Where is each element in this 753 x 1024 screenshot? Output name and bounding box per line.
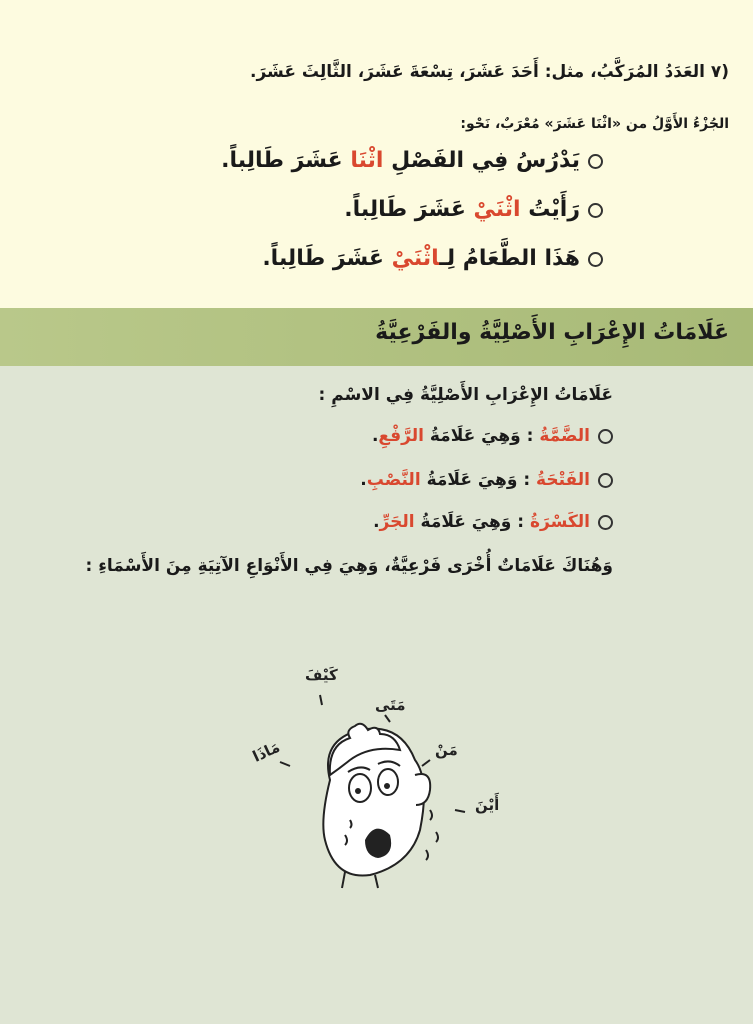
- highlight-word: اثْنَيْ: [473, 197, 521, 222]
- section-title: عَلَامَاتُ الإِعْرَابِ الأَصْلِيَّةُ والفَرْعِيَّةُ: [375, 320, 729, 345]
- example-1: يَدْرُسُ فِي الفَصْلِ اثْنَا عَشَرَ طَالِباً.: [221, 148, 603, 173]
- bullet-icon: [588, 203, 603, 218]
- original-signs-intro: عَلَامَاتُ الإِعْرَابِ الأَصْلِيَّةُ فِي الاسْمِ :: [318, 385, 613, 405]
- sign-term: الفَتْحَةُ: [536, 470, 590, 490]
- highlight-word: اثْنَيْ: [391, 246, 440, 271]
- sign-item-2: الفَتْحَةُ : وَهِيَ عَلَامَةُ النَّصْبِ.: [360, 470, 613, 490]
- question-word-kayfa: كَيْفَ: [305, 666, 338, 684]
- question-word-madha: مَاذَا: [250, 737, 283, 766]
- bullet-icon: [598, 515, 613, 530]
- sign-term: الكَسْرَةُ: [529, 512, 590, 532]
- compound-number-line: (٧ العَدَدُ المُرَكَّبُ، مثل: أَحَدَ عَشَرَ، تِسْعَةَ عَشَرَ، الثَّالِثَ عَشَرَ.: [250, 62, 729, 82]
- question-word-ayna: أَيْنَ: [475, 796, 500, 814]
- sign-item-3: الكَسْرَةُ : وَهِيَ عَلَامَةُ الجَرِّ.: [373, 512, 613, 532]
- question-word-mata: مَتَى: [375, 696, 406, 714]
- example-3: هَذَا الطَّعَامُ لِـاثْنَيْ عَشَرَ طَالِباً.: [262, 246, 603, 271]
- confused-boy-illustration: [250, 660, 520, 890]
- example-2: رَأَيْتُ اثْنَيْ عَشَرَ طَالِباً.: [344, 197, 603, 222]
- sign-case: الرَّفْعِ: [378, 426, 424, 446]
- bullet-icon: [588, 154, 603, 169]
- sign-item-1: الضَّمَّةُ : وَهِيَ عَلَامَةُ الرَّفْعِ.: [372, 426, 613, 446]
- bullet-icon: [588, 252, 603, 267]
- highlight-word: اثْنَا: [350, 148, 384, 173]
- bullet-icon: [598, 429, 613, 444]
- question-word-man: مَنْ: [435, 741, 458, 759]
- first-part-note: الجُزْءُ الأَوَّلُ من «اثْنَا عَشَرَ» مُعْرَبٌ، نَحْو:: [460, 116, 729, 132]
- sign-term: الضَّمَّةُ: [539, 426, 590, 446]
- sign-case: الجَرِّ: [379, 512, 415, 532]
- section-header-band: [0, 308, 753, 366]
- sign-case: النَّصْبِ: [366, 470, 421, 490]
- bullet-icon: [598, 473, 613, 488]
- secondary-signs-note: وَهُنَاكَ عَلَامَاتٌ أُخْرَى فَرْعِيَّةٌ، وَهِيَ فِي الأَنْوَاعِ الآتِيَةِ مِنَ الأَسْمَاءِ :: [85, 556, 613, 576]
